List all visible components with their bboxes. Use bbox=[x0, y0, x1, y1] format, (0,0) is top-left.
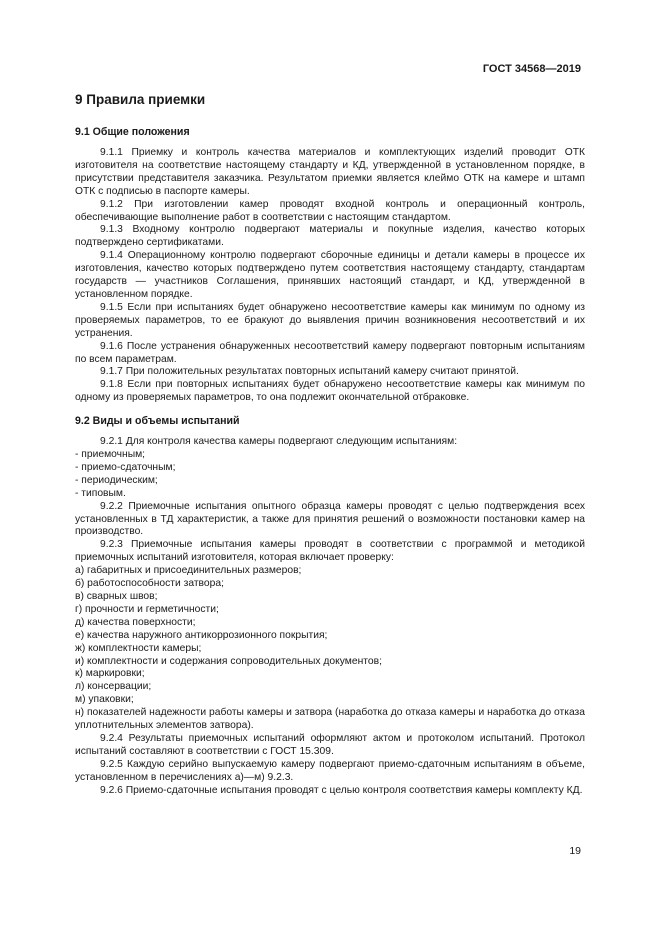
list-item: к) маркировки; bbox=[75, 668, 145, 680]
paragraph-9-1-2: 9.1.2 При изготовлении камер проводят входной контроль и операционный контроль, обеспечивающие выполнение работ в соответствии с настоящим стандартом. bbox=[75, 198, 585, 223]
paragraph-9-2-3: 9.2.3 Приемочные испытания камеры проводят в соответствии с программой и методикой приемочных испытаний изготовителя, которая включает проверку: bbox=[75, 539, 585, 564]
paragraph-9-1-1: 9.1.1 Приемку и контроль качества материалов и комплектующих изделий проводит ОТК изготовителя на соответствие настоящему стандарту и КД, утвержденной в установленном порядке, в присутствии представителя заказчика. Результатом приемки является клеймо ОТК на камере и штамп ОТК с подписью в паспорте камеры. bbox=[75, 147, 585, 197]
paragraph-9-1-5: 9.1.5 Если при испытаниях будет обнаружено несоответствие камеры как минимум по одному из проверяемых параметров, то ее бракуют до выявления причин возникновения несоответствий и их устранения. bbox=[75, 301, 585, 339]
list-item: д) качества поверхности; bbox=[75, 616, 196, 628]
page-number: 19 bbox=[569, 845, 581, 857]
list-item: и) комплектности и содержания сопроводительных документов; bbox=[75, 655, 382, 667]
list-item: л) консервации; bbox=[75, 681, 152, 693]
document-id: ГОСТ 34568—2019 bbox=[482, 63, 581, 75]
paragraph-9-1-6: 9.1.6 После устранения обнаруженных несоответствий камеру подвергают повторным испытаниям по всем параметрам. bbox=[75, 340, 585, 365]
paragraph-9-1-7: 9.1.7 При положительных результатах повторных испытаний камеру считают принятой. bbox=[100, 366, 519, 378]
list-item: г) прочности и герметичности; bbox=[75, 603, 219, 615]
list-item: а) габаритных и присоединительных размеров; bbox=[75, 565, 302, 577]
list-item: - приемо-сдаточным; bbox=[75, 461, 176, 473]
paragraph-9-2-1: 9.2.1 Для контроля качества камеры подвергают следующим испытаниям: bbox=[100, 436, 458, 448]
paragraph-9-2-4: 9.2.4 Результаты приемочных испытаний оформляют актом и протоколом испытаний. Протокол испытаний составляют в соответствии с ГОСТ 15.309. bbox=[75, 732, 585, 757]
list-item: б) работоспособности затвора; bbox=[75, 578, 224, 590]
list-item: - периодическим; bbox=[75, 474, 158, 486]
page-content bbox=[75, 92, 585, 798]
list-item: - приемочным; bbox=[75, 449, 146, 461]
subsection-title-9-1: 9.1 Общие положения bbox=[75, 126, 190, 138]
list-item: в) сварных швов; bbox=[75, 591, 158, 602]
list-item: - типовым. bbox=[75, 487, 126, 499]
paragraph-9-1-3: 9.1.3 Входному контролю подвергают материалы и покупные изделия, качество которых подтверждено сертификатами. bbox=[75, 224, 585, 249]
paragraph-9-2-2: 9.2.2 Приемочные испытания опытного образца камеры проводят с целью подтверждения всех установленных в ТД характеристик, а также для принятия решений о возможности постановки камер на производство. bbox=[75, 500, 585, 538]
paragraph-9-1-8: 9.1.8 Если при повторных испытаниях будет обнаружено несоответствие камеры как минимум по одному из проверяемых параметров, то она подлежит окончательной отбраковке. bbox=[75, 379, 585, 404]
paragraph-9-2-6: 9.2.6 Приемо-сдаточные испытания проводят с целью контроля соответствия камеры комплекту КД. bbox=[100, 784, 583, 796]
list-item: м) упаковки; bbox=[75, 694, 134, 706]
list-item: е) качества наружного антикоррозионного покрытия; bbox=[75, 629, 328, 641]
list-item: ж) комплектности камеры; bbox=[75, 642, 202, 654]
list-item: н) показателей надежности работы камеры и затвора (наработка до отказа камеры и наработка до отказа уплотнительных элементов затвора). bbox=[75, 707, 585, 732]
paragraph-9-1-4: 9.1.4 Операционному контролю подвергают сборочные единицы и детали камеры в процессе их изготовления, качество которых подтверждено путем соответствия настоящему стандарту, стандартам государств — участников Соглашения, принявших настоящий стандарт, и КД, утвержденной в установленном порядке. bbox=[75, 250, 585, 300]
section-title: 9 Правила приемки bbox=[75, 92, 206, 107]
paragraph-9-2-5: 9.2.5 Каждую серийно выпускаемую камеру подвергают приемо-сдаточным испытаниям в объеме, установленном в перечислениях а)—м) 9.2.3. bbox=[75, 758, 585, 783]
subsection-title-9-2: 9.2 Виды и объемы испытаний bbox=[75, 415, 240, 428]
